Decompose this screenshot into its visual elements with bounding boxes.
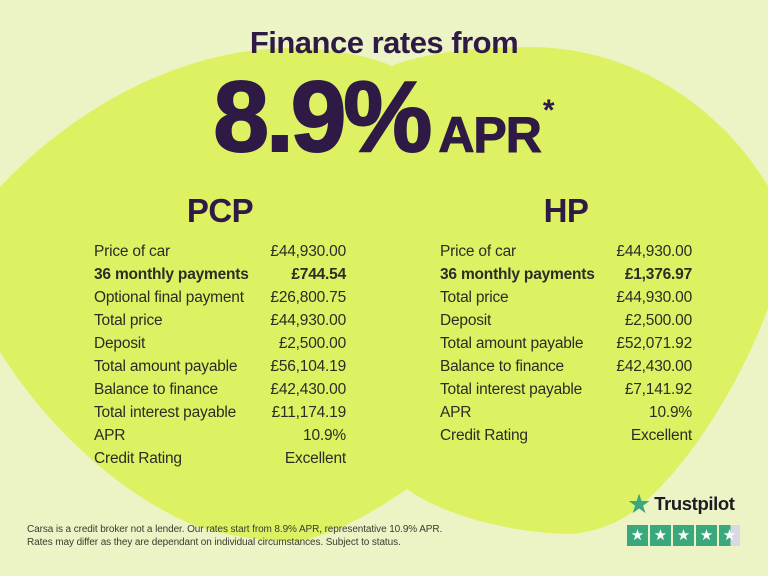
headline-rate bbox=[0, 58, 768, 173]
row-value: £7,141.92 bbox=[624, 381, 692, 398]
row-label: Credit Rating bbox=[440, 427, 528, 444]
finance-row bbox=[94, 243, 346, 266]
row-label: Credit Rating bbox=[94, 450, 182, 467]
finance-row bbox=[440, 289, 692, 312]
row-label: Total price bbox=[440, 289, 509, 306]
rate-value: 8.9% bbox=[213, 61, 430, 173]
row-label: Optional final payment bbox=[94, 289, 244, 306]
finance-row bbox=[440, 381, 692, 404]
hp-table bbox=[440, 243, 692, 450]
row-value: £42,430.00 bbox=[616, 358, 692, 375]
trustpilot-star-icon: ★ bbox=[627, 489, 652, 519]
trustpilot-star-box: ★ bbox=[627, 525, 648, 546]
row-value: £44,930.00 bbox=[616, 289, 692, 306]
row-value: £42,430.00 bbox=[270, 381, 346, 398]
finance-row bbox=[440, 358, 692, 381]
row-value: £56,104.19 bbox=[270, 358, 346, 375]
finance-row bbox=[94, 358, 346, 381]
row-label: Balance to finance bbox=[440, 358, 564, 375]
finance-row bbox=[440, 243, 692, 266]
row-value: £44,930.00 bbox=[270, 243, 346, 260]
row-label: Total amount payable bbox=[94, 358, 238, 375]
hp-heading: HP bbox=[543, 192, 589, 229]
row-value: 10.9% bbox=[303, 427, 346, 444]
finance-row bbox=[440, 335, 692, 358]
row-label: Balance to finance bbox=[94, 381, 218, 398]
pcp-column bbox=[94, 192, 346, 473]
trustpilot-star-box: ★ bbox=[673, 525, 694, 546]
row-label: 36 monthly payments bbox=[94, 266, 249, 283]
row-value: £1,376.97 bbox=[624, 266, 692, 283]
finance-row bbox=[440, 312, 692, 335]
row-label: Deposit bbox=[440, 312, 492, 329]
finance-row bbox=[94, 335, 346, 358]
rate-apr-suffix: APR bbox=[438, 107, 541, 163]
legal-disclaimer bbox=[27, 523, 457, 549]
disclaimer-line-2: Rates may differ as they are dependant on individual circumstances. Subject to status. bbox=[27, 537, 401, 548]
pcp-heading: PCP bbox=[186, 192, 254, 229]
row-label: Price of car bbox=[440, 243, 516, 260]
finance-row bbox=[94, 404, 346, 427]
finance-row bbox=[440, 266, 692, 289]
row-label: Total price bbox=[94, 312, 163, 329]
hp-column bbox=[440, 192, 692, 450]
row-label: APR bbox=[94, 427, 126, 444]
row-value: £44,930.00 bbox=[616, 243, 692, 260]
row-label: Total amount payable bbox=[440, 335, 584, 352]
row-value: 10.9% bbox=[649, 404, 692, 421]
trustpilot-badge bbox=[627, 489, 741, 546]
row-label: Deposit bbox=[94, 335, 146, 352]
row-value: Excellent bbox=[284, 450, 346, 467]
finance-row bbox=[94, 381, 346, 404]
row-label: APR bbox=[440, 404, 472, 421]
finance-row bbox=[94, 289, 346, 312]
row-value: £44,930.00 bbox=[270, 312, 346, 329]
pcp-table bbox=[94, 243, 346, 473]
row-value: £26,800.75 bbox=[270, 289, 346, 306]
finance-row bbox=[94, 427, 346, 450]
trustpilot-wordmark: Trustpilot bbox=[654, 493, 735, 514]
finance-row bbox=[440, 427, 692, 450]
banner-title: Finance rates from bbox=[249, 25, 519, 60]
row-value: £11,174.19 bbox=[271, 404, 346, 421]
row-value: £2,500.00 bbox=[278, 335, 346, 352]
trustpilot-star-box: ★ bbox=[650, 525, 671, 546]
row-label: Total interest payable bbox=[94, 404, 237, 421]
trustpilot-rating-stars bbox=[627, 525, 741, 546]
trustpilot-star-box: ★ bbox=[719, 525, 740, 546]
trustpilot-star-box: ★ bbox=[696, 525, 717, 546]
finance-row bbox=[94, 450, 346, 473]
row-label: Price of car bbox=[94, 243, 170, 260]
row-value: £2,500.00 bbox=[624, 312, 692, 329]
finance-row bbox=[94, 266, 346, 289]
row-label: Total interest payable bbox=[440, 381, 583, 398]
rate-asterisk: * bbox=[542, 94, 555, 127]
disclaimer-line-1: Carsa is a credit broker not a lender. Our rates start from 8.9% APR, representative 10.9% APR. bbox=[27, 524, 443, 535]
trustpilot-logo bbox=[627, 489, 741, 519]
row-value: Excellent bbox=[630, 427, 692, 444]
row-label: 36 monthly payments bbox=[440, 266, 595, 283]
row-value: £52,071.92 bbox=[616, 335, 692, 352]
finance-row bbox=[94, 312, 346, 335]
row-value: £744.54 bbox=[291, 266, 346, 283]
finance-row bbox=[440, 404, 692, 427]
